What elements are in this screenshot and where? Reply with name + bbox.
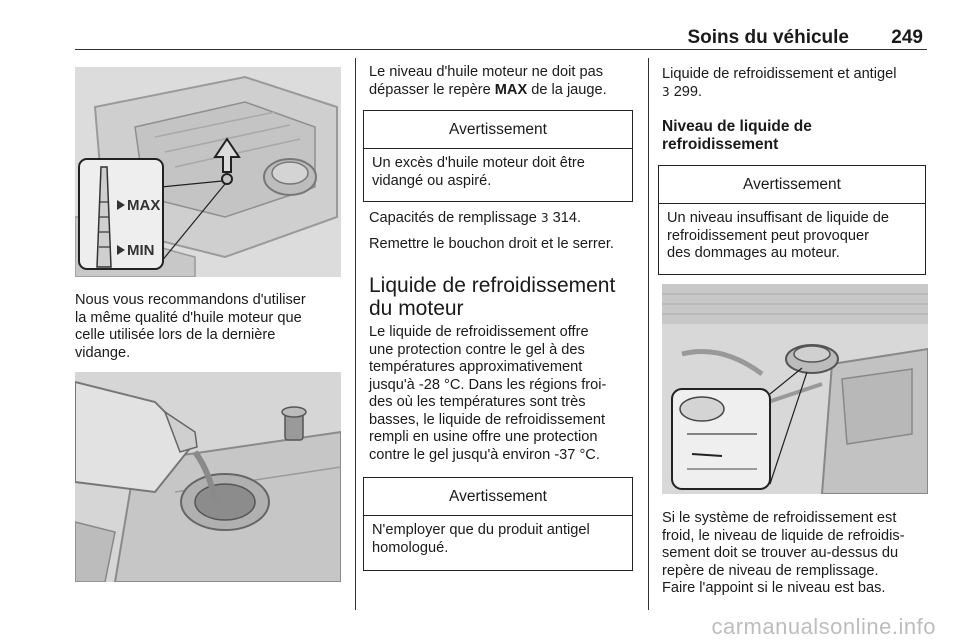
- page-reference-arrow: 3: [662, 84, 670, 99]
- text-line: vidange.: [75, 344, 131, 361]
- column-divider-2: [648, 58, 649, 610]
- heading-line: du moteur: [369, 297, 464, 320]
- antifreeze-reference: [662, 66, 928, 101]
- watermark: carmanualsonline.info: [711, 614, 936, 639]
- warning-title: Avertissement: [364, 478, 632, 516]
- text-line: refroidissement peut provoquer: [667, 227, 869, 244]
- max-mark: MAX: [494, 81, 528, 98]
- dipstick-illustration: [75, 67, 341, 277]
- oil-filling-illustration: [75, 372, 341, 582]
- text-line: Liquide de refroidissement et antigel: [662, 66, 897, 82]
- coolant-level-heading: [662, 118, 928, 154]
- text-span: Capacités de remplissage: [369, 210, 537, 226]
- warning-body: [364, 516, 632, 557]
- text-line: celle utilisée lors de la dernière: [75, 327, 276, 343]
- oil-level-paragraph: [369, 64, 633, 99]
- text-line: repère de niveau de remplissage.: [662, 562, 879, 579]
- text-line: basses, le liquide de refroidissement: [369, 411, 606, 428]
- max-label: MAX: [127, 197, 161, 214]
- warning-box-antifreeze: [363, 477, 633, 571]
- text-span: de la jauge.: [527, 81, 607, 98]
- page-number: 249: [891, 27, 923, 48]
- heading-line: Liquide de refroidissement: [369, 274, 616, 297]
- coolant-paragraph: [369, 324, 639, 464]
- page-reference: 314.: [548, 210, 582, 226]
- warning-title: Avertissement: [659, 166, 925, 204]
- text-line: des dommages au moteur.: [667, 245, 840, 261]
- page-reference-arrow: 3: [540, 211, 549, 225]
- text-line: Faire l'appoint si le niveau est bas.: [662, 580, 886, 596]
- warning-body: [659, 204, 925, 263]
- text-line: Nous vous recommandons d'utiliser: [75, 292, 306, 308]
- warning-box-coolant: [658, 165, 926, 275]
- text-line: homologué.: [372, 539, 449, 556]
- text-line: [662, 84, 928, 102]
- text-line: Si le système de refroidissement est: [662, 510, 897, 526]
- coolant-heading: [369, 274, 639, 320]
- page-reference: 299.: [669, 83, 703, 100]
- page-header: [75, 0, 927, 50]
- text-line: rempli en usine offre une protection: [369, 429, 598, 445]
- text-span: dépasser le repère: [369, 81, 495, 98]
- text-line: N'employer que du produit antigel: [372, 522, 590, 538]
- heading-line: refroidissement: [662, 136, 779, 153]
- text-line: une protection contre le gel à des: [369, 341, 585, 358]
- text-line: Le liquide de refroidissement offre: [369, 324, 589, 340]
- text-line: jusqu'à -28 °C. Dans les régions froi-: [369, 376, 607, 393]
- text-line: contre le gel jusqu'à environ -37 °C.: [369, 446, 600, 463]
- text-line: sement doit se trouver au-dessus du: [662, 545, 899, 561]
- capacity-reference: [369, 210, 633, 228]
- text-line: Un niveau insuffisant de liquide de: [667, 210, 890, 226]
- text-line: des où les températures sont très: [369, 394, 586, 410]
- coolant-reservoir-illustration: [662, 284, 928, 494]
- text-line: Le niveau d'huile moteur ne doit pas: [369, 64, 604, 80]
- oil-recommendation-paragraph: [75, 292, 343, 362]
- warning-box-oil: [363, 110, 633, 202]
- min-label: MIN: [127, 242, 155, 259]
- warning-title: Avertissement: [364, 111, 632, 149]
- text-line: vidangé ou aspiré.: [372, 172, 492, 189]
- heading-line: Niveau de liquide de: [662, 118, 812, 135]
- warning-body: [364, 149, 632, 190]
- text-line: la même qualité d'huile moteur que: [75, 309, 302, 326]
- text-line: Un excès d'huile moteur doit être: [372, 155, 585, 171]
- section-title: Soins du véhicule: [687, 27, 849, 48]
- cap-instruction: Remettre le bouchon droit et le serrer.: [369, 236, 614, 252]
- text-line: [369, 82, 633, 100]
- text-line: températures approximativement: [369, 359, 583, 375]
- text-line: froid, le niveau de liquide de refroidis-: [662, 527, 905, 544]
- column-divider-1: [355, 58, 356, 610]
- coolant-level-paragraph: [662, 510, 932, 598]
